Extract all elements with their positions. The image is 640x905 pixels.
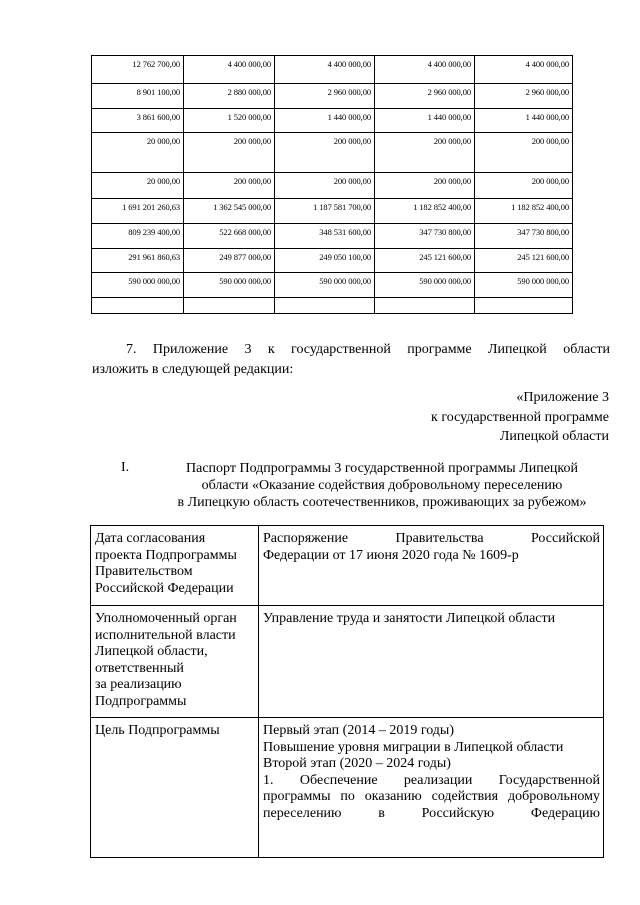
table-cell: 590 000 000,00 bbox=[475, 273, 573, 298]
table-row bbox=[92, 133, 573, 173]
table-cell: 12 762 700,00 bbox=[92, 56, 184, 84]
table-cell: 1 182 852 400,00 bbox=[375, 199, 475, 224]
table-cell bbox=[275, 298, 375, 314]
passport-value-goal bbox=[259, 718, 604, 858]
section-heading-line-1: Паспорт Подпрограммы 3 государственной программы Липецкой bbox=[186, 461, 578, 476]
table-row bbox=[92, 173, 573, 199]
value-line: Повышение уровня миграции в Липецкой области bbox=[263, 739, 564, 755]
table-cell: 2 960 000,00 bbox=[275, 84, 375, 109]
table-cell: 200 000,00 bbox=[375, 173, 475, 199]
label-line: Липецкой области, bbox=[95, 644, 208, 660]
label-line: Российской Федерации bbox=[95, 580, 234, 596]
table-cell: 4 400 000,00 bbox=[184, 56, 275, 84]
table-cell: 200 000,00 bbox=[184, 173, 275, 199]
table-cell: 8 901 100,00 bbox=[92, 84, 184, 109]
table-cell bbox=[475, 298, 573, 314]
passport-label-authority bbox=[91, 606, 259, 718]
label-line: Уполномоченный орган bbox=[95, 611, 237, 626]
table-row bbox=[92, 199, 573, 224]
table-cell: 1 520 000,00 bbox=[184, 109, 275, 133]
passport-label-goal bbox=[91, 718, 259, 858]
label-line: Цель Подпрограммы bbox=[95, 723, 220, 738]
value-line: программы по оказанию содействия добровольному bbox=[263, 789, 600, 805]
value-line: Федерации от 17 июня 2020 года № 1609-р bbox=[263, 547, 519, 563]
table-cell: 3 861 600,00 bbox=[92, 109, 184, 133]
table-cell: 590 000 000,00 bbox=[92, 273, 184, 298]
table-cell: 200 000,00 bbox=[184, 133, 275, 173]
label-line: Правительством bbox=[95, 564, 193, 580]
table-cell: 2 960 000,00 bbox=[375, 84, 475, 109]
table-cell bbox=[375, 298, 475, 314]
table-cell: 2 960 000,00 bbox=[475, 84, 573, 109]
table-cell: 249 050 100,00 bbox=[275, 249, 375, 273]
table-cell: 347 730 800,00 bbox=[375, 224, 475, 249]
table-cell: 590 000 000,00 bbox=[184, 273, 275, 298]
table-cell: 1 440 000,00 bbox=[275, 109, 375, 133]
table-cell: 200 000,00 bbox=[375, 133, 475, 173]
label-line: исполнительной власти bbox=[95, 627, 236, 643]
table-cell: 4 400 000,00 bbox=[375, 56, 475, 84]
table-row bbox=[92, 56, 573, 84]
section-heading-line-3: в Липецкую область соотечественников, проживающих за рубежом» bbox=[177, 495, 587, 510]
appendix-line-1: «Приложение 3 bbox=[516, 390, 609, 405]
table-cell: 4 400 000,00 bbox=[275, 56, 375, 84]
table-cell: 200 000,00 bbox=[275, 173, 375, 199]
table-row bbox=[92, 109, 573, 133]
passport-row-goal bbox=[91, 718, 604, 858]
value-line: Распоряжение Правительства Российской bbox=[263, 531, 600, 546]
table-cell: 249 877 000,00 bbox=[184, 249, 275, 273]
table-cell: 1 187 581 700,00 bbox=[275, 199, 375, 224]
label-line: проекта Подпрограммы bbox=[95, 547, 237, 563]
passport-label-approval bbox=[91, 526, 259, 606]
passport-row-authority bbox=[91, 606, 604, 718]
table-cell: 1 691 201 260,63 bbox=[92, 199, 184, 224]
label-line: за реализацию bbox=[95, 677, 182, 693]
table-cell: 590 000 000,00 bbox=[275, 273, 375, 298]
table-cell: 522 668 000,00 bbox=[184, 224, 275, 249]
table-cell: 2 880 000,00 bbox=[184, 84, 275, 109]
table-cell: 245 121 600,00 bbox=[375, 249, 475, 273]
table-cell: 200 000,00 bbox=[475, 173, 573, 199]
table-row bbox=[92, 249, 573, 273]
table-row bbox=[92, 224, 573, 249]
table-cell: 1 362 545 000,00 bbox=[184, 199, 275, 224]
label-line: Подпрограммы bbox=[95, 693, 187, 709]
value-line: Управление труда и занятости Липецкой области bbox=[263, 611, 556, 626]
appendix-caption bbox=[431, 388, 609, 447]
item-7-line-1: 7. Приложение 3 к государственной программе Липецкой области bbox=[126, 342, 610, 357]
table-cell: 1 182 852 400,00 bbox=[475, 199, 573, 224]
table-cell: 20 000,00 bbox=[92, 173, 184, 199]
financing-table bbox=[91, 55, 573, 314]
section-number: I. bbox=[121, 460, 130, 475]
table-cell: 590 000 000,00 bbox=[375, 273, 475, 298]
table-cell: 20 000,00 bbox=[92, 133, 184, 173]
table-cell: 200 000,00 bbox=[275, 133, 375, 173]
value-line: Первый этап (2014 – 2019 годы) bbox=[263, 723, 454, 738]
appendix-line-3: Липецкой области bbox=[499, 429, 609, 444]
table-row bbox=[92, 84, 573, 109]
passport-value-approval bbox=[259, 526, 604, 606]
section-heading bbox=[140, 460, 624, 511]
table-cell: 347 730 800,00 bbox=[475, 224, 573, 249]
passport-table bbox=[90, 525, 604, 858]
appendix-line-2: к государственной программе bbox=[431, 409, 609, 425]
table-cell: 4 400 000,00 bbox=[475, 56, 573, 84]
table-cell: 200 000,00 bbox=[475, 133, 573, 173]
label-line: Дата согласования bbox=[95, 531, 206, 546]
value-line: Второй этап (2020 – 2024 годы) bbox=[263, 756, 451, 772]
table-cell: 348 531 600,00 bbox=[275, 224, 375, 249]
table-cell bbox=[92, 298, 184, 314]
section-heading-line-2: области «Оказание содействия добровольному переселению bbox=[201, 478, 563, 493]
table-cell bbox=[184, 298, 275, 314]
table-cell: 809 239 400,00 bbox=[92, 224, 184, 249]
table-row bbox=[92, 273, 573, 298]
item-7-line-2: изложить в следующей редакции: bbox=[92, 362, 294, 377]
table-cell: 1 440 000,00 bbox=[475, 109, 573, 133]
value-line: переселению в Российскую Федерацию bbox=[263, 805, 600, 821]
passport-row-approval bbox=[91, 526, 604, 606]
value-line: 1. Обеспечение реализации Государственной bbox=[263, 772, 600, 788]
table-cell: 245 121 600,00 bbox=[475, 249, 573, 273]
item-7-paragraph bbox=[92, 340, 610, 380]
table-cell: 1 440 000,00 bbox=[375, 109, 475, 133]
table-cell: 291 961 860,63 bbox=[92, 249, 184, 273]
label-line: ответственный bbox=[95, 660, 184, 676]
passport-value-authority bbox=[259, 606, 604, 718]
table-row bbox=[92, 298, 573, 314]
